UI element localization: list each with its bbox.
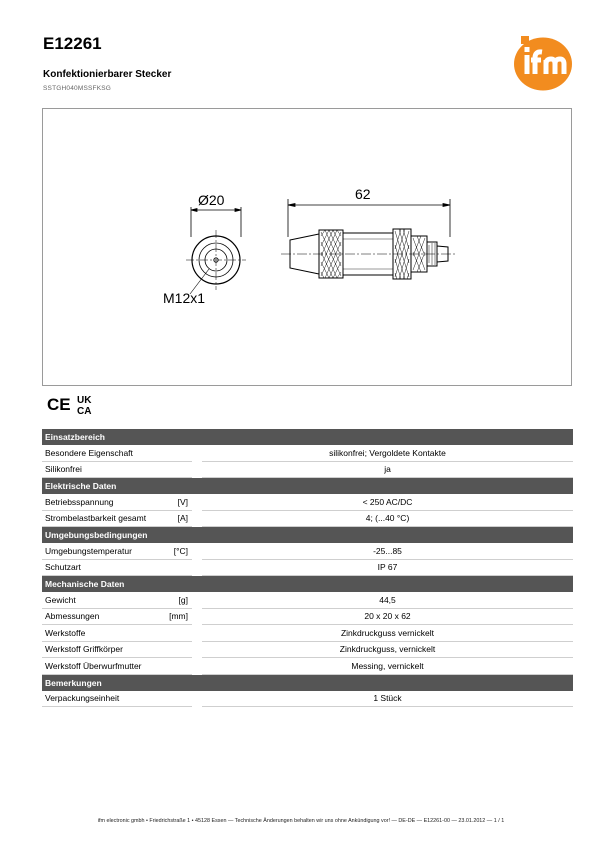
spec-value: 44,5 [202,592,573,609]
spec-value: Messing, vernickelt [202,658,573,675]
spec-value: IP 67 [202,560,573,577]
spec-unit: [V] [160,494,192,511]
spec-unit [160,445,192,462]
spec-gap [192,462,202,479]
spec-gap [192,658,202,675]
spec-row [42,462,573,479]
section-title: Bemerkungen [42,675,573,691]
section-title: Mechanische Daten [42,576,573,592]
spec-value: -25...85 [202,543,573,560]
section-title: Umgebungsbedingungen [42,527,573,543]
spec-row [42,658,573,675]
spec-gap [192,445,202,462]
spec-label: Umgebungstemperatur [42,543,160,560]
spec-row [42,560,573,577]
spec-gap [192,642,202,659]
section-header [42,527,573,543]
spec-value: 1 Stück [202,691,573,708]
spec-unit [160,642,192,659]
spec-row [42,592,573,609]
spec-row [42,609,573,626]
spec-unit [160,625,192,642]
section-title: Einsatzbereich [42,429,573,445]
spec-label: Silikonfrei [42,462,160,479]
spec-row [42,642,573,659]
technical-drawing [42,108,572,386]
section-title: Elektrische Daten [42,478,573,494]
spec-unit [160,560,192,577]
length-label: 62 [355,186,371,202]
spec-label: Besondere Eigenschaft [42,445,160,462]
product-code: SSTGH040MSSFKSG [43,85,112,92]
logo-i-dot [525,47,530,52]
ce-mark-icon: CE [47,395,71,414]
footer-text: ifm electronic gmbh • Friedrichstraße 1 • 45128 Essen — Technische Änderungen behalten wir uns ohne Ankündigung vor! — DE-DE — E12261-00 — 23.01.2012 — [97,818,493,824]
spec-gap [192,543,202,560]
spec-unit [160,658,192,675]
spec-label: Abmessungen [42,609,160,626]
spec-unit [160,462,192,479]
spec-gap [192,494,202,511]
spec-gap [192,592,202,609]
spec-row [42,445,573,462]
spec-label: Betriebsspannung [42,494,160,511]
spec-value: ja [202,462,573,479]
spec-value: < 250 AC/DC [202,494,573,511]
section-header [42,576,573,592]
spec-gap [192,691,202,708]
page-footer [0,818,602,824]
spec-label: Werkstoff Überwurfmutter [42,658,160,675]
spec-label: Strombelastbarkeit gesamt [42,511,160,528]
spec-label: Werkstoffe [42,625,160,642]
section-header [42,429,573,445]
spec-unit: [°C] [160,543,192,560]
spec-row [42,543,573,560]
product-subtitle: Konfektionierbarer Stecker [43,69,172,80]
thread-label: M12x1 [163,290,206,306]
ifm-logo [513,36,573,91]
spec-unit: [A] [160,511,192,528]
spec-row [42,625,573,642]
spec-label: Werkstoff Griffkörper [42,642,160,659]
spec-body [42,429,573,707]
ukca-mark-bottom: CA [77,406,92,415]
spec-value: 20 x 20 x 62 [202,609,573,626]
spec-label: Verpackungseinheit [42,691,160,708]
specification-table [42,429,573,707]
spec-gap [192,609,202,626]
section-header [42,478,573,494]
spec-label: Schutzart [42,560,160,577]
product-title: E12261 [43,34,102,53]
spec-value: 4; (...40 °C) [202,511,573,528]
spec-value: Zinkdruckguss vernickelt [202,625,573,642]
section-header [42,675,573,691]
connector-drawing [43,109,573,387]
spec-gap [192,625,202,642]
certification-marks [47,393,99,415]
spec-gap [192,511,202,528]
spec-gap [192,560,202,577]
spec-value: Zinkdruckguss, vernickelt [202,642,573,659]
diameter-label: Ø20 [198,192,225,208]
spec-row [42,691,573,708]
spec-unit: [mm] [160,609,192,626]
spec-row [42,494,573,511]
spec-unit: [g] [160,592,192,609]
spec-unit [160,691,192,708]
spec-label: Gewicht [42,592,160,609]
footer-page: 1 / 1 [493,818,505,824]
spec-row [42,511,573,528]
ukca-mark-top: UK [77,395,92,406]
spec-value: silikonfrei; Vergoldete Kontakte [202,445,573,462]
